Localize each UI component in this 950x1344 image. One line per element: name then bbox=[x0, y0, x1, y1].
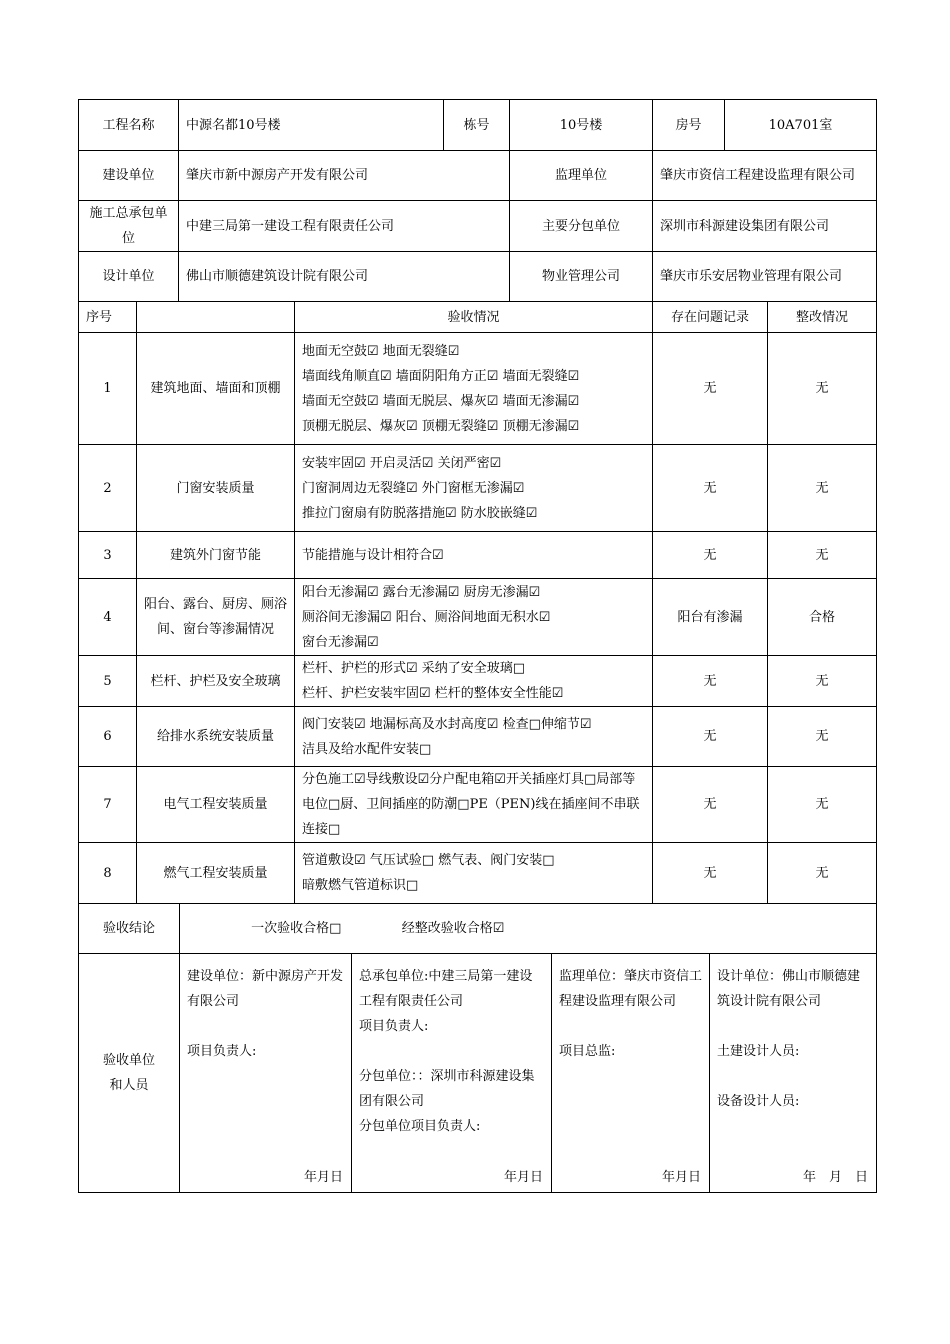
builder-date: 年月日 bbox=[303, 1170, 343, 1185]
status-line: 厕浴间无渗漏☑ 阳台、厕浴间地面无积水☑ bbox=[302, 609, 551, 625]
builder-unit: 建设单位：新中源房产开发有限公司 bbox=[187, 969, 344, 1009]
project-info-table bbox=[78, 99, 877, 302]
row-issue: 无 bbox=[653, 333, 768, 445]
supervisor-person: 项目总监: bbox=[559, 1044, 616, 1059]
status-line: 阳台无渗漏☑ 露台无渗漏☑ 厨房无渗漏☑ bbox=[302, 584, 541, 600]
col-item-header bbox=[137, 302, 295, 333]
row-no: 6 bbox=[79, 707, 137, 767]
signoff-table bbox=[78, 903, 877, 1193]
row-status bbox=[295, 579, 653, 656]
row-fix: 无 bbox=[768, 656, 877, 707]
table-row bbox=[79, 579, 877, 656]
conclusion-label: 验收结论 bbox=[79, 904, 180, 954]
contractor-person: 项目负责人: bbox=[359, 1019, 429, 1034]
col-issues-header: 存在问题记录 bbox=[653, 302, 768, 333]
status-line: 节能措施与设计相符合☑ bbox=[302, 547, 444, 563]
supervisor-sign-cell bbox=[552, 954, 710, 1193]
building-label: 栋号 bbox=[444, 100, 510, 151]
row-issue: 阳台有渗漏 bbox=[653, 579, 768, 656]
row-status bbox=[295, 707, 653, 767]
table-row bbox=[79, 707, 877, 767]
after-fix-option: 经整改验收合格☑ bbox=[401, 921, 505, 936]
row-issue: 无 bbox=[653, 532, 768, 579]
table-row bbox=[79, 532, 877, 579]
builder-label: 建设单位 bbox=[79, 151, 179, 201]
subcontractor-value: 深圳市科源建设集团有限公司 bbox=[653, 201, 877, 252]
sub-person: 分包单位项目负责人: bbox=[359, 1119, 481, 1134]
property-label: 物业管理公司 bbox=[510, 252, 653, 302]
subcontractor-label: 主要分包单位 bbox=[510, 201, 653, 252]
sub-unit: 分包单位：：深圳市科源建设集团有限公司 bbox=[359, 1069, 535, 1109]
builder-sign-cell bbox=[180, 954, 352, 1193]
row-fix: 无 bbox=[768, 333, 877, 445]
row-item: 建筑地面、墙面和顶棚 bbox=[137, 333, 295, 445]
row-fix: 合格 bbox=[768, 579, 877, 656]
status-line: 阀门安装☑ 地漏标高及水封高度☑ 检查□伸缩节☑ bbox=[302, 716, 592, 732]
row-status bbox=[295, 656, 653, 707]
status-line: 墙面线角顺直☑ 墙面阴阳角方正☑ 墙面无裂缝☑ bbox=[302, 368, 580, 384]
row-issue: 无 bbox=[653, 843, 768, 904]
status-line: 地面无空鼓☑ 地面无裂缝☑ bbox=[302, 343, 460, 359]
row-no: 2 bbox=[79, 445, 137, 532]
status-line: 暗敷燃气管道标识□ bbox=[302, 878, 419, 893]
supervisor-value: 肇庆市资信工程建设监理有限公司 bbox=[653, 151, 877, 201]
project-name-label: 工程名称 bbox=[79, 100, 179, 151]
contractor-unit: 总承包单位:中建三局第一建设工程有限责任公司 bbox=[359, 969, 533, 1009]
row-no: 1 bbox=[79, 333, 137, 445]
project-name-value: 中源名都10号楼 bbox=[179, 100, 444, 151]
contractor-date: 年月日 bbox=[503, 1170, 543, 1185]
row-fix: 无 bbox=[768, 767, 877, 843]
row-no: 5 bbox=[79, 656, 137, 707]
col-status-header: 验收情况 bbox=[295, 302, 653, 333]
supervisor-date: 年月日 bbox=[661, 1170, 701, 1185]
table-row bbox=[79, 445, 877, 532]
row-item: 燃气工程安装质量 bbox=[137, 843, 295, 904]
row-no: 7 bbox=[79, 767, 137, 843]
status-line: 门窗洞周边无裂缝☑ 外门窗框无渗漏☑ bbox=[302, 480, 525, 496]
row-no: 8 bbox=[79, 843, 137, 904]
row-status bbox=[295, 843, 653, 904]
room-label: 房号 bbox=[653, 100, 725, 151]
supervisor-unit: 监理单位：肇庆市资信工程建设监理有限公司 bbox=[559, 969, 703, 1009]
table-row bbox=[79, 843, 877, 904]
contractor-sign-cell bbox=[352, 954, 552, 1193]
table-row bbox=[79, 767, 877, 843]
row-item: 建筑外门窗节能 bbox=[137, 532, 295, 579]
row-item: 给排水系统安装质量 bbox=[137, 707, 295, 767]
conclusion-options bbox=[180, 904, 877, 954]
col-no-header: 序号 bbox=[79, 302, 137, 333]
status-line: 墙面无空鼓☑ 墙面无脱层、爆灰☑ 墙面无渗漏☑ bbox=[302, 393, 580, 409]
status-line: 管道敷设☑ 气压试验□ 燃气表、阀门安装□ bbox=[302, 853, 555, 868]
building-value: 10号楼 bbox=[510, 100, 653, 151]
row-no: 3 bbox=[79, 532, 137, 579]
row-fix: 无 bbox=[768, 532, 877, 579]
row-fix: 无 bbox=[768, 707, 877, 767]
status-line: 分色施工☑导线敷设☑分户配电箱☑开关插座灯具□局部等电位□厨、卫间插座的防潮□PE（PEN)线在插座间不串联连接□ bbox=[302, 772, 640, 837]
designer-equip: 设备设计人员: bbox=[717, 1094, 800, 1109]
row-fix: 无 bbox=[768, 843, 877, 904]
designer-value: 佛山市顺德建筑设计院有限公司 bbox=[179, 252, 510, 302]
status-line: 安装牢固☑ 开启灵活☑ 关闭严密☑ bbox=[302, 455, 502, 471]
row-issue: 无 bbox=[653, 707, 768, 767]
designer-civil: 土建设计人员: bbox=[717, 1044, 800, 1059]
row-issue: 无 bbox=[653, 767, 768, 843]
row-issue: 无 bbox=[653, 445, 768, 532]
row-status bbox=[295, 445, 653, 532]
row-status bbox=[295, 532, 653, 579]
row-status bbox=[295, 333, 653, 445]
row-item: 栏杆、护栏及安全玻璃 bbox=[137, 656, 295, 707]
row-issue: 无 bbox=[653, 656, 768, 707]
row-fix: 无 bbox=[768, 445, 877, 532]
row-item: 电气工程安装质量 bbox=[137, 767, 295, 843]
status-line: 洁具及给水配件安装□ bbox=[302, 741, 432, 757]
col-fix-header: 整改情况 bbox=[768, 302, 877, 333]
status-line: 推拉门窗扇有防脱落措施☑ 防水胶嵌缝☑ bbox=[302, 505, 538, 521]
row-item: 门窗安装质量 bbox=[137, 445, 295, 532]
designer-unit: 设计单位：佛山市顺德建筑设计院有限公司 bbox=[717, 969, 861, 1009]
supervisor-label: 监理单位 bbox=[510, 151, 653, 201]
property-value: 肇庆市乐安居物业管理有限公司 bbox=[653, 252, 877, 302]
inspection-table bbox=[78, 301, 877, 904]
first-pass-option: 一次验收合格□ bbox=[251, 921, 342, 936]
table-row bbox=[79, 333, 877, 445]
table-row bbox=[79, 656, 877, 707]
row-no: 4 bbox=[79, 579, 137, 656]
status-line: 栏杆、护栏安装牢固☑ 栏杆的整体安全性能☑ bbox=[302, 686, 564, 701]
designer-date: 年 月 日 bbox=[802, 1170, 868, 1185]
contractor-label: 施工总承包单位 bbox=[79, 201, 179, 252]
designer-label: 设计单位 bbox=[79, 252, 179, 302]
row-status bbox=[295, 767, 653, 843]
status-line: 顶棚无脱层、爆灰☑ 顶棚无裂缝☑ 顶棚无渗漏☑ bbox=[302, 418, 580, 434]
builder-person: 项目负责人: bbox=[187, 1044, 257, 1059]
row-item: 阳台、露台、厨房、厕浴间、窗台等渗漏情况 bbox=[137, 579, 295, 656]
room-value: 10A701室 bbox=[725, 100, 877, 151]
designer-sign-cell bbox=[710, 954, 877, 1193]
acceptance-form bbox=[78, 99, 876, 1193]
contractor-value: 中建三局第一建设工程有限责任公司 bbox=[179, 201, 510, 252]
builder-value: 肇庆市新中源房产开发有限公司 bbox=[179, 151, 510, 201]
signoff-label: 验收单位和人员 bbox=[79, 954, 180, 1193]
status-line: 栏杆、护栏的形式☑ 采纳了安全玻璃□ bbox=[302, 661, 526, 676]
status-line: 窗台无渗漏☑ bbox=[302, 634, 379, 650]
